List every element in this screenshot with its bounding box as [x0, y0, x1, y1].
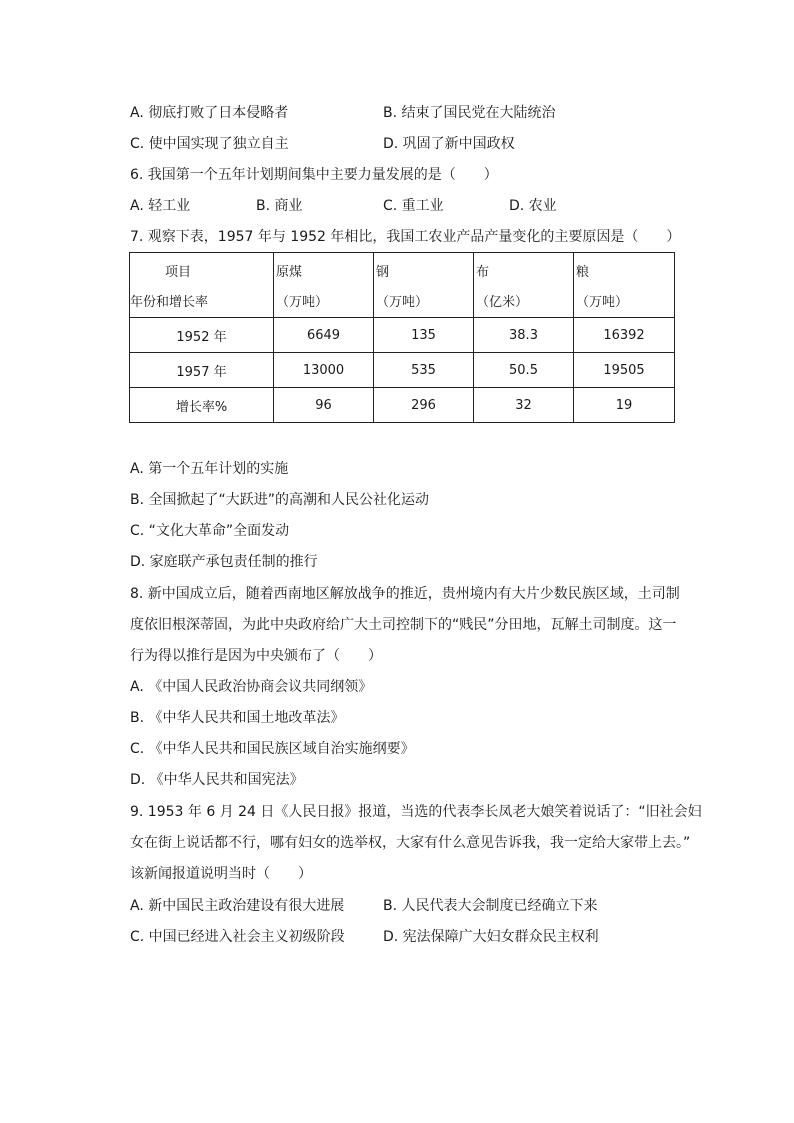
table-header-coal	[274, 253, 374, 318]
table-header-grain	[574, 253, 675, 318]
table-row	[130, 353, 675, 388]
q9-stem-line-3: 该新闻报道说明当时（ ）	[130, 866, 312, 882]
q6-option-c: C. 重工业	[383, 198, 444, 214]
table-corner-cell	[130, 253, 274, 318]
q6-option-b: B. 商业	[256, 198, 303, 214]
table-header-cloth	[474, 253, 574, 318]
q7-option-a: A. 第一个五年计划的实施	[130, 461, 289, 477]
header-unit: （万吨）	[376, 295, 429, 310]
q8-option-a: A. 《中国人民政治协商会议共同纲领》	[130, 679, 373, 695]
table-cell: 50.5	[474, 353, 574, 388]
table-header-steel	[374, 253, 474, 318]
q7-option-d: D. 家庭联产承包责任制的推行	[130, 554, 318, 570]
header-unit: （亿米）	[476, 295, 529, 310]
header-name: 布	[476, 265, 490, 280]
q6-option-d: D. 农业	[509, 198, 557, 214]
header-name: 粮	[576, 265, 590, 280]
header-unit: （万吨）	[276, 295, 329, 310]
q5-option-b: B. 结束了国民党在大陆统治	[383, 105, 556, 121]
table-row	[130, 318, 675, 353]
q8-stem-line-3: 行为得以推行是因为中央颁布了（ ）	[130, 648, 382, 664]
q5-option-c: C. 使中国实现了独立自主	[130, 136, 289, 152]
q7-option-c: C. “文化大革命”全面发动	[130, 523, 290, 539]
q5-option-a: A. 彻底打败了日本侵略者	[130, 105, 289, 121]
table-cell: 19	[574, 388, 675, 423]
table-cell: 296	[374, 388, 474, 423]
table-cell: 96	[274, 388, 374, 423]
q8-stem-line-1: 8. 新中国成立后，随着西南地区解放战争的推近，贵州境内有大片少数民族区域，土司制	[130, 586, 680, 602]
q9-stem-line-2: 女在街上说话都不行，哪有妇女的选举权，大家有什么意见告诉我，我一定给大家带上去。”	[130, 835, 691, 851]
q9-option-a: A. 新中国民主政治建设有很大进展	[130, 898, 345, 914]
q9-stem-line-1: 9. 1953 年 6 月 24 日《人民日报》报道，当选的代表李长凤老大娘笑着说话了：“旧社会妇	[130, 804, 702, 820]
q8-stem-line-2: 度依旧根深蒂固，为此中央政府给广大土司控制下的“贱民”分田地，瓦解土司制度。这一	[130, 617, 677, 633]
production-table	[129, 252, 675, 423]
table-cell: 38.3	[474, 318, 574, 353]
q9-option-b: B. 人民代表大会制度已经确立下来	[383, 898, 598, 914]
q7-stem: 7. 观察下表，1957 年与 1952 年相比，我国工农业产品产量变化的主要原因是（ ）	[130, 229, 681, 245]
table-cell: 13000	[274, 353, 374, 388]
table-cell: 16392	[574, 318, 675, 353]
row-label: 增长率%	[130, 388, 274, 423]
q9-option-c: C. 中国已经进入社会主义初级阶段	[130, 929, 345, 945]
header-unit: （万吨）	[576, 295, 629, 310]
table-cell: 135	[374, 318, 474, 353]
q8-option-c: C. 《中华人民共和国民族区域自治实施纲要》	[130, 741, 415, 757]
q8-option-d: D. 《中华人民共和国宪法》	[130, 772, 304, 788]
row-label: 1952 年	[130, 318, 274, 353]
q7-option-b: B. 全国掀起了“大跃进”的高潮和人民公社化运动	[130, 492, 430, 508]
header-name: 原煤	[276, 265, 303, 280]
corner-bottom-label: 年份和增长率	[130, 295, 209, 310]
q8-option-b: B. 《中华人民共和国土地改革法》	[130, 710, 345, 726]
table-cell: 19505	[574, 353, 675, 388]
q6-stem: 6. 我国第一个五年计划期间集中主要力量发展的是（ ）	[130, 167, 498, 183]
table-cell: 6649	[274, 318, 374, 353]
header-name: 钢	[376, 265, 390, 280]
q6-option-a: A. 轻工业	[130, 198, 191, 214]
corner-top-label: 项目	[165, 265, 192, 280]
q5-option-d: D. 巩固了新中国政权	[383, 136, 515, 152]
table-cell: 535	[374, 353, 474, 388]
row-label: 1957 年	[130, 353, 274, 388]
table-row	[130, 388, 675, 423]
q9-option-d: D. 宪法保障广大妇女群众民主权利	[383, 929, 599, 945]
table-cell: 32	[474, 388, 574, 423]
